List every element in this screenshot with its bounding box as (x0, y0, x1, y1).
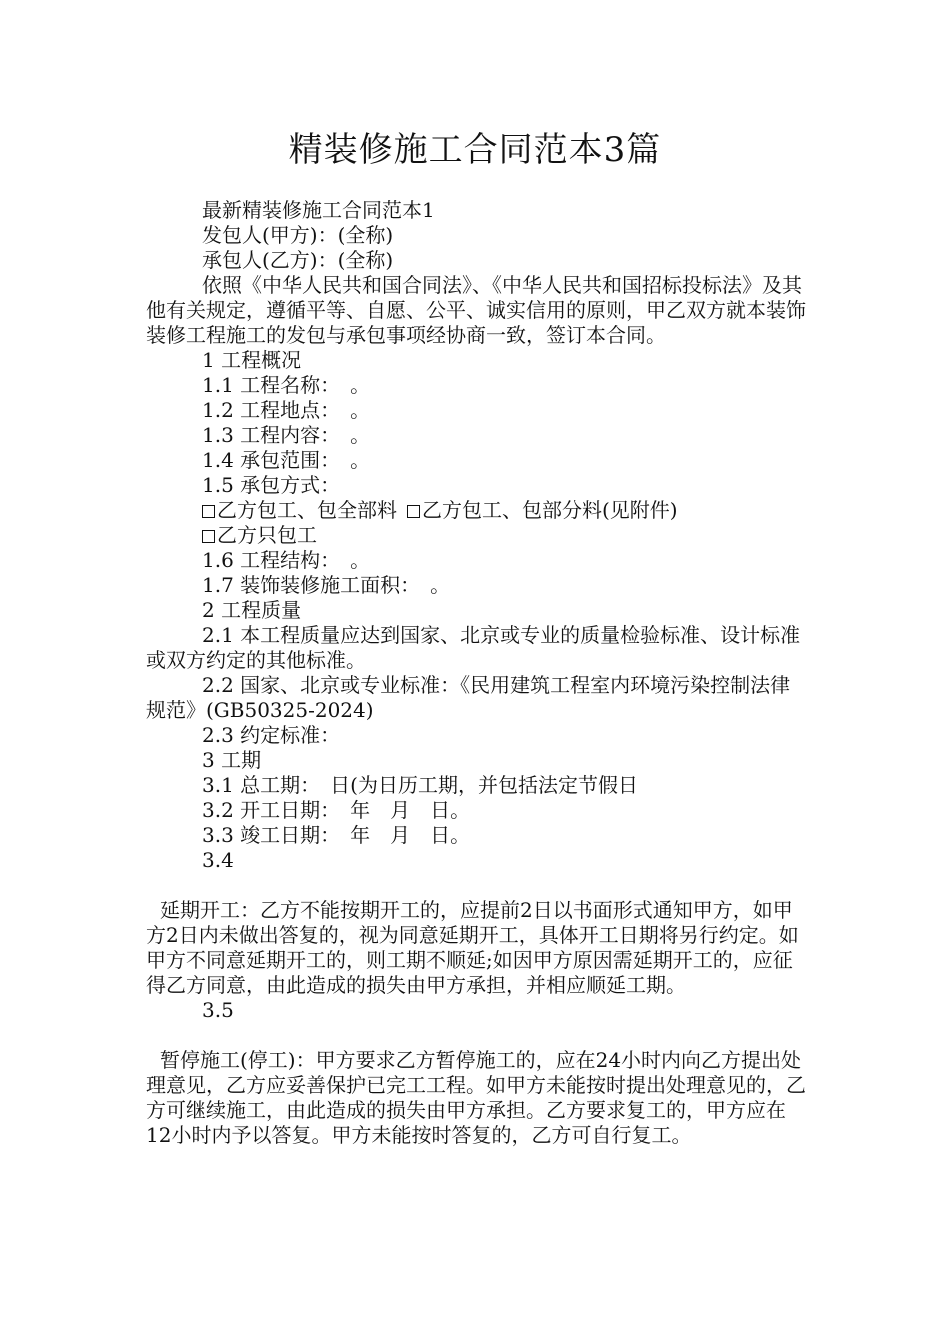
option-label-partial-materials: 乙方包工、包部分料(见附件) (422, 498, 678, 522)
clause-2-3: 2.3 约定标准： (202, 723, 341, 747)
clause-1-3: 1.3 工程内容： 。 (202, 423, 371, 447)
contract-option-row-2 (146, 523, 810, 548)
option-label-labor-only: 乙方只包工 (217, 523, 317, 547)
checkbox-icon[interactable] (202, 530, 215, 543)
party-b-line: 承包人(乙方)：(全称) (202, 248, 394, 272)
clause-1-7: 1.7 装饰装修施工面积： 。 (202, 573, 451, 597)
clause-2-1: 2.1 本工程质量应达到国家、北京或专业的质量检验标准、设计标准或双方约定的其他标准。 (146, 623, 801, 672)
clause-3-1: 3.1 总工期： 日(为日历工期，并包括法定节假日 (202, 773, 638, 797)
checkbox-icon[interactable] (202, 505, 215, 518)
clause-1-6: 1.6 工程结构： 。 (202, 548, 371, 572)
subtitle-line: 最新精装修施工合同范本1 (202, 198, 435, 222)
clause-1-2: 1.2 工程地点： 。 (202, 398, 371, 422)
document-body (146, 198, 810, 1148)
party-a-line: 发包人(甲方)：(全称) (202, 223, 394, 247)
contract-options-row (146, 498, 810, 523)
clause-2-2: 2.2 国家、北京或专业标准：《民用建筑工程室内环境污染控制法律规范》(GB50325-2024) (146, 673, 791, 722)
clause-3-3: 3.3 竣工日期： 年 月 日。 (202, 823, 471, 847)
document-title: 精装修施工合同范本3篇 (288, 130, 662, 170)
section-2-heading: 2 工程质量 (202, 598, 302, 622)
checkbox-icon[interactable] (407, 505, 420, 518)
clause-1-1: 1.1 工程名称： 。 (202, 373, 371, 397)
clause-3-5-number: 3.5 (202, 998, 234, 1022)
section-1-heading: 1 工程概况 (202, 348, 302, 372)
clause-3-2: 3.2 开工日期： 年 月 日。 (202, 798, 471, 822)
clause-3-5-paragraph: 暂停施工(停工)：甲方要求乙方暂停施工的，应在24小时内向乙方提出处理意见，乙方应妥善保护已完工工程。如甲方未能按时提出处理意见的，乙方可继续施工，由此造成的损失由甲方承担。乙方要求复工的，甲方应在12小时内予以答复。甲方未能按时答复的，乙方可自行复工。 (146, 1048, 806, 1147)
option-label-full-materials: 乙方包工、包全部料 (217, 498, 397, 522)
clause-3-4-paragraph: 延期开工：乙方不能按期开工的，应提前2日以书面形式通知甲方，如甲方2日内未做出答复的，视为同意延期开工，具体开工日期将另行约定。如甲方不同意延期开工的，则工期不顺延;如因甲方原因需延期开工的，应征得乙方同意，由此造成的损失由甲方承担，并相应顺延工期。 (146, 898, 799, 997)
preamble-paragraph: 依照《中华人民共和国合同法》、《中华人民共和国招标投标法》及其他有关规定，遵循平等、自愿、公平、诚实信用的原则，甲乙双方就本装饰装修工程施工的发包与承包事项经协商一致，签订本合同。 (146, 273, 806, 347)
clause-1-5: 1.5 承包方式： (202, 473, 341, 497)
clause-1-4: 1.4 承包范围： 。 (202, 448, 371, 472)
clause-3-4-number: 3.4 (202, 848, 234, 872)
section-3-heading: 3 工期 (202, 748, 262, 772)
